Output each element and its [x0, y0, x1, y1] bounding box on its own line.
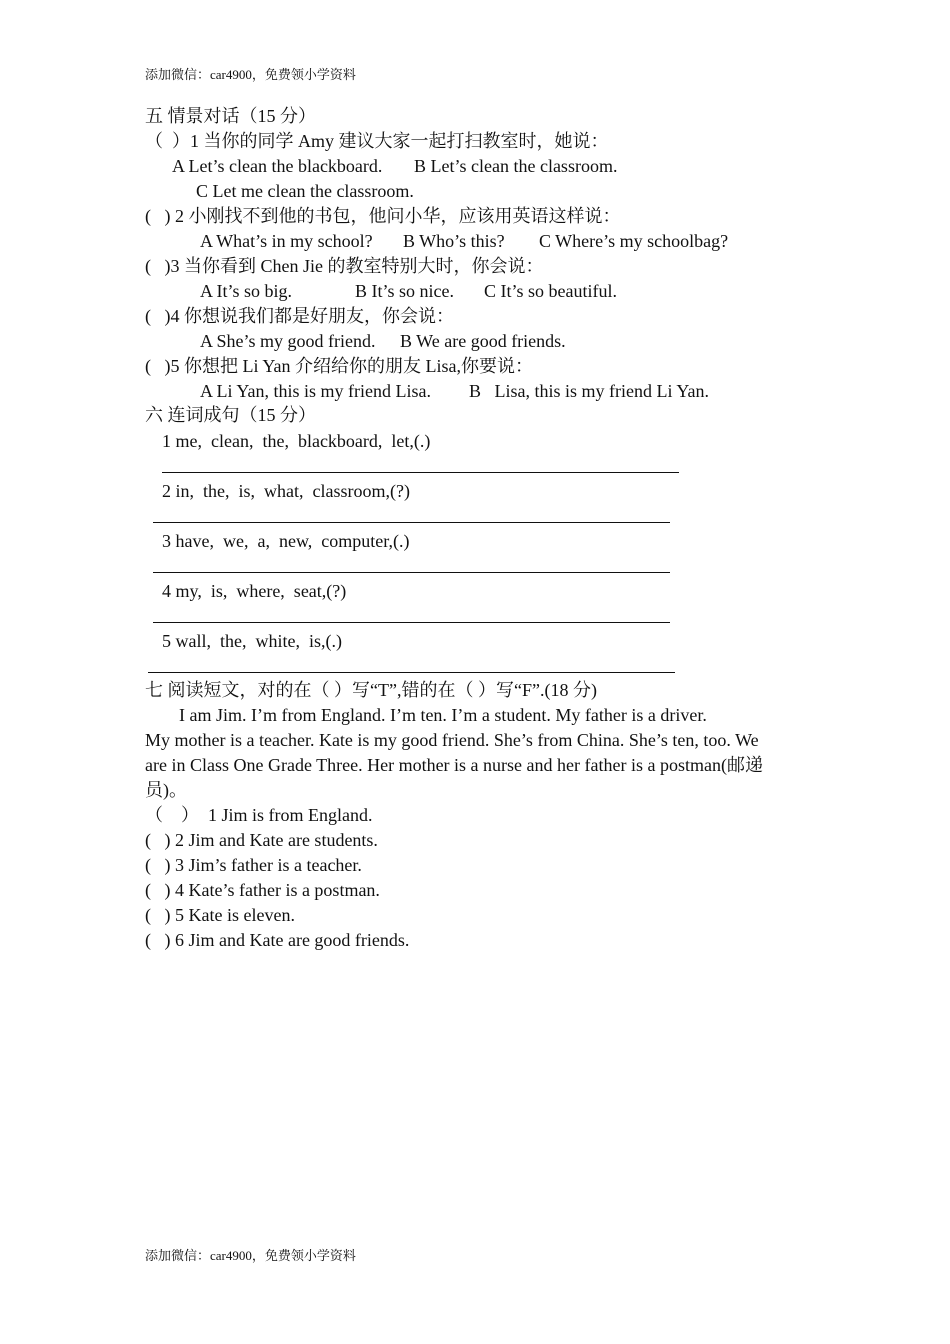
- passage-line-1: I am Jim. I’m from England. I’m ten. I’m a student. My father is a driver.: [179, 705, 707, 725]
- q4-option-b: B We are good friends.: [400, 331, 566, 351]
- tf-item-6: ( ) 6 Jim and Kate are good friends.: [145, 930, 410, 950]
- q2-stem: ( ) 2 小刚找不到他的书包，他问小华，应该用英语这样说：: [145, 206, 621, 226]
- answer-line-5: [148, 672, 675, 673]
- q1-option-b: B Let’s clean the classroom.: [414, 156, 618, 176]
- answer-line-1: [162, 472, 679, 473]
- q3-stem: ( )3 当你看到 Chen Jie 的教室特别大时，你会说：: [145, 256, 544, 276]
- tf-item-5: ( ) 5 Kate is eleven.: [145, 905, 295, 925]
- q1-option-a: A Let’s clean the blackboard.: [172, 156, 383, 176]
- q5-option-b: B Lisa, this is my friend Li Yan.: [469, 381, 710, 401]
- sentence-item-2: 2 in, the, is, what, classroom,(?): [162, 481, 410, 501]
- q5-stem: ( )5 你想把 Li Yan 介绍给你的朋友 Lisa,你要说：: [145, 356, 533, 376]
- q2-option-c: C Where’s my schoolbag?: [539, 231, 729, 251]
- sentence-item-5: 5 wall, the, white, is,(.): [162, 631, 342, 651]
- q3-option-a: A It’s so big.: [200, 281, 293, 301]
- sentence-item-1: 1 me, clean, the, blackboard, let,(.): [162, 431, 431, 451]
- passage-line-3: are in Class One Grade Three. Her mother is a nurse and her father is a postman(邮递: [145, 755, 763, 775]
- section6-title: 六 连词成句（15 分）: [145, 405, 316, 425]
- q3-option-c: C It’s so beautiful.: [484, 281, 617, 301]
- passage-line-2: My mother is a teacher. Kate is my good friend. She’s from China. She’s ten, too. We: [145, 730, 759, 750]
- tf-item-3: ( ) 3 Jim’s father is a teacher.: [145, 855, 362, 875]
- footer-note: 添加微信：car4900，免费领小学资料: [145, 1248, 356, 1263]
- tf-item-1: （ ） 1 Jim is from England.: [145, 805, 373, 825]
- section7-title: 七 阅读短文，对的在（ ）写“T”,错的在（ ）写“F”.(18 分): [145, 680, 597, 700]
- q4-option-a: A She’s my good friend.: [200, 331, 376, 351]
- q4-stem: ( )4 你想说我们都是好朋友，你会说：: [145, 306, 454, 326]
- answer-line-2: [153, 522, 670, 523]
- q5-option-a: A Li Yan, this is my friend Lisa.: [200, 381, 432, 401]
- sentence-item-3: 3 have, we, a, new, computer,(.): [162, 531, 410, 551]
- sentence-item-4: 4 my, is, where, seat,(?): [162, 581, 347, 601]
- q1-option-c: C Let me clean the classroom.: [196, 181, 414, 201]
- tf-item-4: ( ) 4 Kate’s father is a postman.: [145, 880, 380, 900]
- q2-option-a: A What’s in my school?: [200, 231, 373, 251]
- section5-title: 五 情景对话（15 分）: [145, 106, 316, 126]
- header-note: 添加微信：car4900，免费领小学资料: [145, 67, 356, 82]
- q1-stem: （ ）1 当你的同学 Amy 建议大家一起打扫教室时，她说：: [145, 131, 609, 151]
- q3-option-b: B It’s so nice.: [355, 281, 454, 301]
- q2-option-b: B Who’s this?: [403, 231, 505, 251]
- tf-item-2: ( ) 2 Jim and Kate are students.: [145, 830, 378, 850]
- answer-line-3: [153, 572, 670, 573]
- passage-line-4: 员)。: [145, 780, 187, 800]
- answer-line-4: [153, 622, 670, 623]
